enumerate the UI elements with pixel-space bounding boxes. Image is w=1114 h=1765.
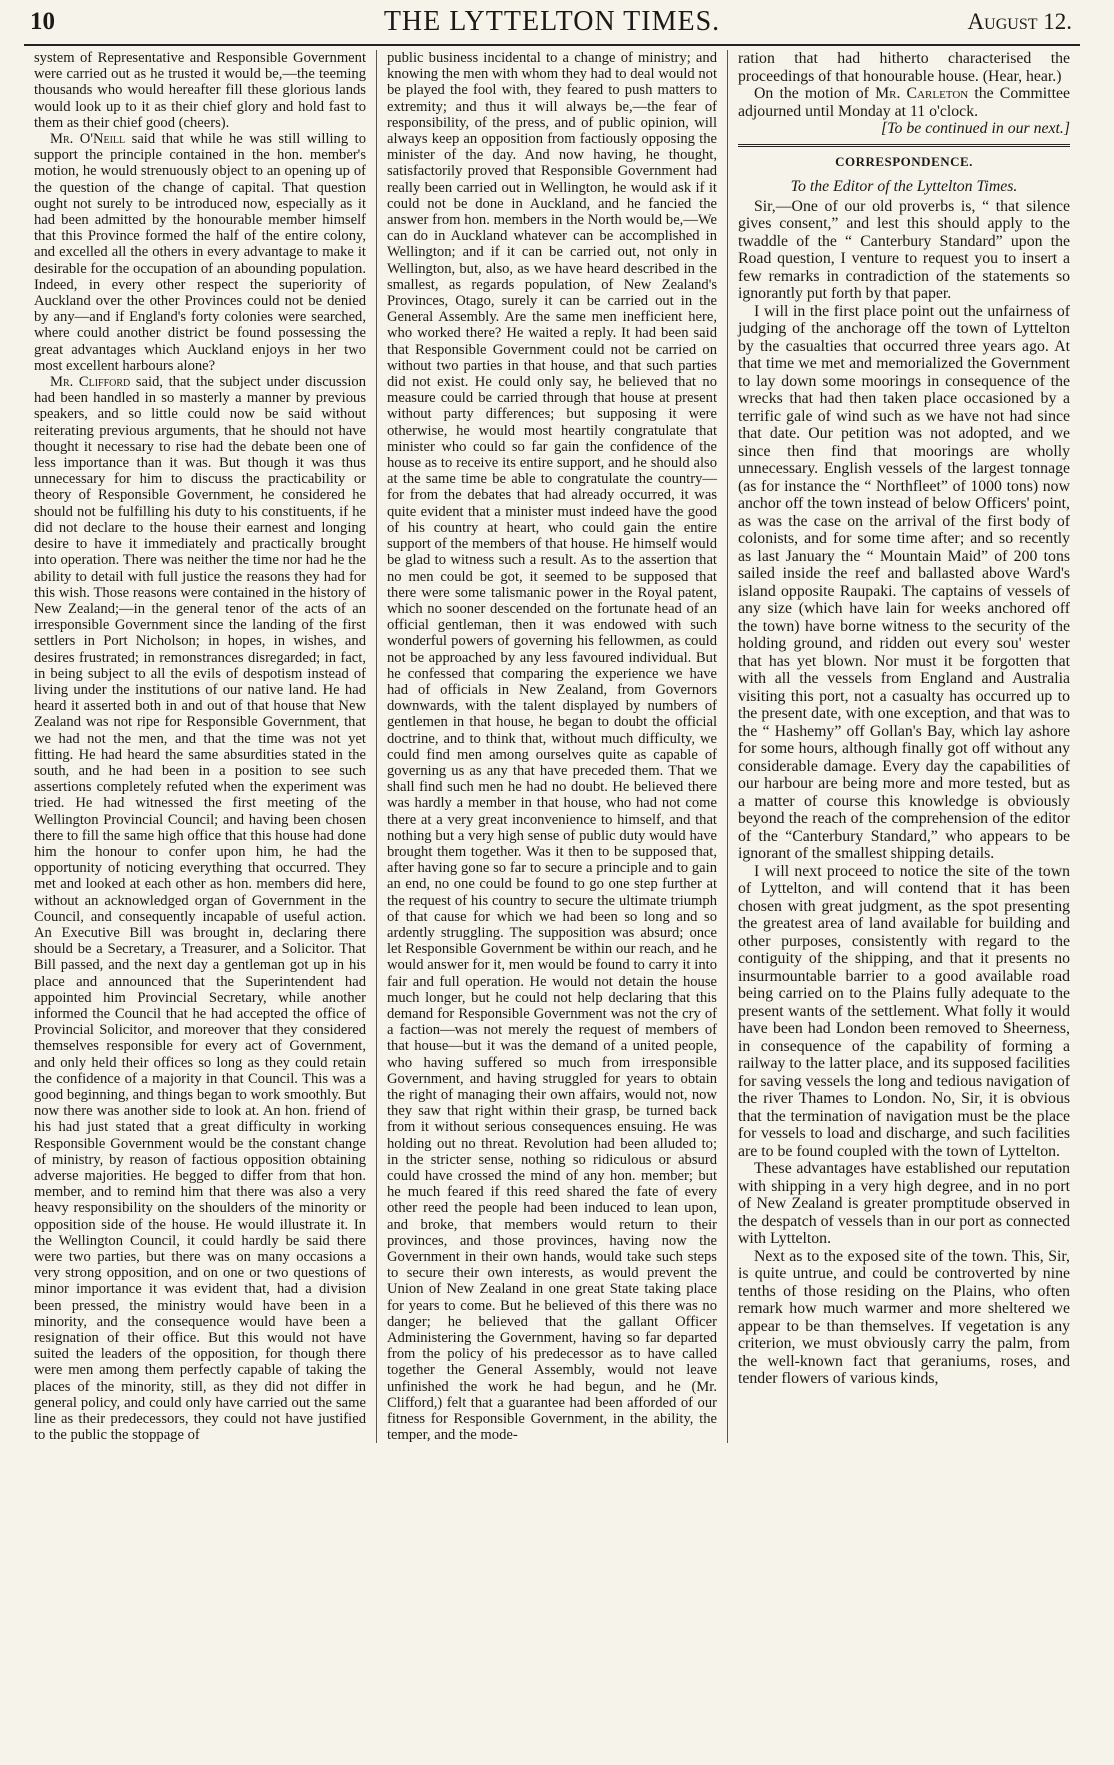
letter-paragraph: These advantages have established our reputation with shipping in a very high degree, and in no port of New Zealand is greater promptitude observed in the despatch of vessels than in our port as connected with Lyttelton. [738,1160,1070,1247]
paragraph: public business incidental to a change of ministry; and knowing the men with whom they had to deal would not be played the fool with, they feared to push matters to extremity; and thus it will always be,—the fear of responsibility, of the press, and of public opinion, will always keep an opposition from factiously opposing the minister of the day. And now having, he thought, satisfactorily proved that Responsible Government had really been carried out in Wellington, he would ask if it could not be done in Auckland, and he fancied the answer from hon. members in the North would be,—We can do in Auckland whatever can be accomplished in Wellington; and if it can be carried out, not only in Wellington, but, also, as we have heard described in the smallest, as regards population, of New Zealand's Provinces, Otago, surely it can be carried out in the General Assembly. Are the same men inefficient here, who worked there? He waited a reply. It had been said that Responsible Government could not be carried on without two parties in that house, and that such parties did not exist. He could only say, he believed that no measure could be carried through that house at present without party differences; but supposing it were otherwise, he would most heartily congratulate that minister who could so far gain the confidence of the house as to receive its entire support, and he should also at the same time be able to congratulate the country—for from the debates that had already occurred, it was quite evident that a minister must indeed have the good of his country at heart, who could gain the entire support of the members of that house. He himself would be glad to witness such a result. As to the assertion that no men could be got, it seemed to be supposed that there were some talismanic power in the Royal patent, which no sooner descended on the fortunate head of an official gentleman, then it was endowed with such wonderful powers of governing his fellowmen, as could not be approached by any less favoured individual. But he confessed that comparing the experience we have had of officials in New Zealand, from Governors downwards, with the talent displayed by numbers of gentlemen in that house, he began to doubt the official doctrine, and to think that, without much difficulty, we could find men among ourselves quite as capable of governing us as any that have preceded them. That we shall find such men he had no doubt. He believed there was hardly a member in that house, who had not come there at a very great inconvenience to himself, and that nothing but a very high sense of public duty would have brought them together. Was it then to be supposed that, after having gone so far to secure a principle and to gain an end, no one could be found to go one step further at the request of his country to secure the ultimate triumph of that cause for which we had been so long and so ardently struggling. The supposition was absurd; once let Responsible Government be within our reach, and he would answer for it, men would be found to carry it into fair and full operation. He would not detain the house much longer, but he could not help declaring that this demand for Responsible Government was not the cry of a faction—was not merely the request of members of that house—but it was the demand of a united people, who having suffered so much from irresponsible Government, and having struggled for years to obtain the right of managing their own affairs, would not, now they saw that right within their grasp, be turned back from it without serious consequences ensuing. He was holding out no threat. Revolution had been alluded to; in the stricter sense, nothing so ridiculous or absurd could have crossed the mind of any hon. member; but he much feared if this reed shared the fate of every other reed the people had been induced to lean upon, and broke, that members would return to their provinces, and those provinces, having now the Government in their own hands, would take such steps to secure their own interests, as would prevent the Union of New Zealand in one great State taking place for years to come. But he believed of this there was no danger; he believed that the gallant Officer Administering the Government, having so far departed from the policy of his predecessor as to have called together the General Assembly, would not leave unfinished the work he had begun, and he (Mr. Clifford,) felt that a guarantee had been afforded of our fitness for Responsible Government, in the ability, the temper, and the mode- [387,50,717,1444]
paragraph: system of Representative and Responsible Government were carried out as he trusted it would be,—the teeming thousands who would hereafter fill these glorious lands would look up to it as their chief glory and hold fast to them as their chief good (cheers). [34,50,366,131]
letter-paragraph: I will in the first place point out the unfairness of judging of the anchorage off the town of Lyttelton by the casualties that occurred three years ago. At that time we met and memorialized the Government to lay down some moorings in consequence of the wrecks that had then taken place occasioned by a terrific gale of wind such as we have not had since that date. Our petition was not adopted, and we since then find that moorings are wholly unnecessary. English vessels of the largest tonnage (as for instance the “ Northfleet” of 1000 tons) now anchor off the town instead of below Officers' point, as was the case on the arrival of the first body of colonists, and for some time after; and so recently as last January the “ Mountain Maid” of 200 tons sailed inside the reef and ballasted above Ward's island opposite Raupaki. The captains of vessels of any size (which have lain for weeks anchored off the town) have borne witness to the security of the holding ground, and ridden out every sou' wester that has yet blown. Nor must it be forgotten that with all the vessels from England and Australia visiting this port, not a casualty has occurred up to the present date, with one exception, and that was to the “ Hashemy” off Gollan's Bay, which lay ashore for some hours, although finally got off without any considerable damage. Every day the capabilities of our harbour are being more and more tested, but as a matter of course this knowledge is obviously beyond the reach of the comprehension of the editor of the “Canterbury Standard,” who appears to be ignorant of the smallest shipping details. [738,302,1070,862]
newspaper-title: THE LYTTELTON TIMES. [383,6,721,37]
letter-paragraph: I will next proceed to notice the site of the town of Lyttelton, and will contend that it has been chosen with great judgment, as the spot presenting the greatest area of land available for building and other purposes, consistently with regard to the contiguity of the shipping, and that it presents no insurmountable barrier to a good available road being carried on to the Plains fully adequate to the present wants of the settlement. What folly it would have been had London been removed to Sheerness, in consequence of the capability of forming a railway to the latter place, and its supposed facilities for saving vessels the long and tedious navigation of the river Thames to London. No, Sir, it is obvious that the termination of navigation must be the place for vessels to load and discharge, and such facilities are to be found coupled with the town of Lyttelton. [738,862,1070,1160]
speaker-name: Mr. O'Neill [50,131,126,148]
motion-intro: On the motion of [754,85,876,102]
paragraph [34,374,366,1443]
motion-text: the Committee adjourned until Monday at 11 o'clock. [738,85,1070,120]
issue-date: August 12. [967,9,1072,34]
paragraph [738,85,1070,120]
speaker-name: Mr. Carleton [875,85,969,102]
speech-text: said that while he was still willing to support the principle contained in the hon. member's motion, he would strenuously object to an opening up of the question of the change of capital. That question ought not surely to be introduced now, especially as it had been admitted by the honourable member himself that this Province formed the half of the entire colony, and excelled all the others in every advantage to make it desirable for the occupation of an abounding population. Indeed, in every other respect the superiority of Auckland over the other Provinces could not be denied by any—and if England's forty colonies were searched, where could another district be found possessing the great advantages which Auckland enjoys in her two most excellent harbours alone? [34,131,366,374]
column-2 [376,50,728,1443]
paragraph [34,131,366,374]
letter-paragraph: Next as to the exposed site of the town. This, Sir, is quite untrue, and could be controverted by nine tenths of those residing on the Plains, who often remark how much warmer and more sheltered we appear to be than themselves. If vegetation is any criterion, we must obviously carry the palm, from the well-known fact that geraniums, roses, and tender flowers of various kinds, [738,1247,1070,1387]
letter-paragraph: Sir,—One of our old proverbs is, “ that silence gives consent,” and lest this should apply to the twaddle of the “ Canterbury Standard” upon the Road question, I venture to request you to insert a few remarks in contradiction of the statements so ignorantly put forth by that paper. [738,197,1070,302]
letter-salutation: To the Editor of the Lyttelton Times. [790,178,1018,195]
text-columns [24,46,1080,1443]
masthead [24,0,1080,46]
section-divider [738,144,1070,147]
column-3 [728,50,1080,1443]
speech-text: said, that the subject under discussion had been handled in so masterly a manner by previous speakers, and so little could now be said without reiterating previous arguments, that he should not have thought it necessary to rise had the debate been one of less importance than it was. But though it was thus unnecessary for him to discuss the practicability or theory of Responsible Government, he considered he should not be fulfilling his duty to his constituents, if he did not declare to the house their earnest and longing desire to have it immediately and practically brought into operation. There was neither the time nor had he the ability to detail with full justice the reasons they had for this wish. Those reasons were contained in the history of New Zealand;—in the general tenor of the acts of an irresponsible Government since the landing of the first settlers in Port Nicholson; in hopes, in wishes, and desires frustrated; in remonstrances disregarded; in fact, in being subject to all the evils of despotism instead of living under the institutions of our native land. He had heard it asserted both in and out of that house that New Zealand was not ripe for Responsible Government, that we had not the men, and that the time was not yet fitting. He had heard the same absurdities stated in the south, and he had been in a position to see such assertions completely refuted when the experiment was tried. He had witnessed the first meeting of the Wellington Provincial Council; and having been chosen there to fill the same high office that this house had done him the honour to confer upon him, he had the opportunity of noticing everything that occurred. They met and looked at each other as hon. members did here, without an acknowledged organ of Government in the Council, and consequently incapable of useful action. An Executive Bill was brought in, declaring there should be a Secretary, a Treasurer, and a Solicitor. That Bill passed, and the next day a gentleman got up in his place and announced that the Superintendent had appointed him Provincial Secretary, while another informed the Council that he had accepted the office of Provincial Solicitor, and moreover that they considered themselves responsible for every act of Government, and only held their offices so long as they could retain the confidence of a majority in that Council. This was a good beginning, and things began to work smoothly. But now there was another side to look at. An hon. friend of his had just stated that a great difficulty in working Responsible Government would be the constant change of ministry, by reason of factious opposition obtaining adverse majorities. He begged to differ from that hon. member, and to remind him that there was also a very heavy responsibility on the shoulders of the minority or opposition side of the house. He would illustrate it. In the Wellington Council, it could hardly be said there were two parties, but there was on many occasions a very strong opposition, and on one or two questions of minor importance it was evident that, had a division been pressed, the ministry would have been in a minority, and the consequence would have been a resignation of their office. But this would not have suited the leaders of the opposition, for though there were men among them perfectly capable of taking the places of the minority, still, as they did not differ in general policy, and could only have carried out the same line as their predecessors, they could not have justified to the public the stoppage of [34,374,366,1444]
page-number: 10 [30,8,55,35]
column-1 [24,50,376,1443]
to-be-continued: [To be continued in our next.] [881,120,1070,137]
speaker-name: Mr. Clifford [50,374,131,391]
paragraph: ration that had hitherto characterised the proceedings of that honourable house. (Hear, hear.) [738,50,1070,85]
section-heading: CORRESPONDENCE. [835,153,973,169]
